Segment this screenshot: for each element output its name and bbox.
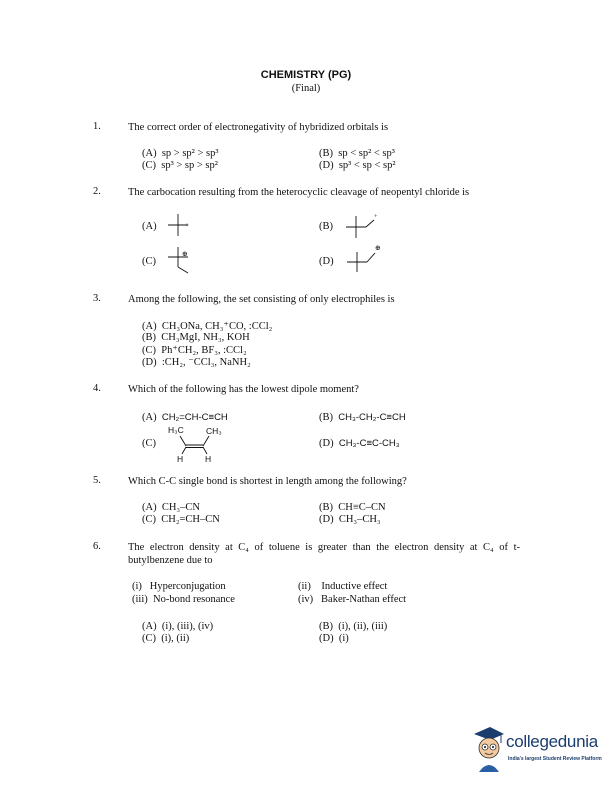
q2-option-c-key: (C) (142, 256, 156, 267)
q4-option-d-key: (D) (319, 438, 334, 449)
q6-statement-ii-key: (ii) (298, 581, 311, 592)
q6-statement-i-text: Hyperconjugation (149, 581, 226, 592)
q5-option-a-text: CH₃–CN (161, 502, 200, 513)
q2-option-d-key: (D) (319, 256, 334, 267)
q2-structure-c (168, 245, 202, 275)
q1-option-b-text: sp < sp² < sp³ (338, 148, 395, 159)
q4-option-b-key: (B) (319, 412, 333, 423)
q6-option-d-text: (i) (338, 633, 349, 644)
q6-option-c (142, 633, 189, 644)
q6-option-a-text: (i), (iii), (iv) (161, 621, 214, 632)
q6-option-b (319, 621, 387, 632)
q4-option-d (319, 438, 400, 449)
q5-option-a (142, 502, 200, 513)
q4-structure-c (166, 424, 246, 464)
q1-option-a-text: sp > sp² > sp³ (161, 148, 219, 159)
q6-option-a (142, 621, 213, 632)
q5-option-d (319, 514, 381, 525)
q6-statement-ii (298, 581, 387, 592)
q6-option-d-key: (D) (319, 633, 334, 644)
q1-option-a-key: (A) (142, 148, 157, 159)
q6-option-d (319, 633, 349, 644)
q5-option-b-key: (B) (319, 502, 333, 513)
q1-option-d-key: (D) (319, 160, 334, 171)
q5-option-c (142, 514, 220, 525)
question-6-number: 6. (93, 541, 101, 552)
q2-structure-a (168, 214, 198, 238)
question-5-text: Which C-C single bond is shortest in length among the following? (128, 476, 407, 487)
collegedunia-logo[interactable] (470, 724, 608, 782)
q3-option-d-key: (D) (142, 357, 157, 368)
question-2-text: The carbocation resulting from the heterocyclic cleavage of neopentyl chloride is (128, 187, 470, 198)
q4-option-b-text: CH₃-CH₂-C≡CH (338, 412, 406, 423)
q6-option-b-key: (B) (319, 621, 333, 632)
q4-option-a-key: (A) (142, 412, 157, 423)
q2-option-b-key: (B) (319, 221, 333, 232)
q3-option-b-key: (B) (142, 332, 156, 343)
page-title: CHEMISTRY (PG) (260, 69, 352, 81)
question-5-number: 5. (93, 475, 101, 486)
q3-option-c-key: (C) (142, 345, 156, 356)
q1-option-c-text: sp³ > sp > sp² (161, 160, 218, 171)
q6-option-a-key: (A) (142, 621, 157, 632)
q6-statement-iii (132, 594, 235, 605)
q2-structure-a-charge: + (185, 221, 189, 229)
q3-option-d (142, 356, 251, 368)
q6-option-c-text: (i), (ii) (161, 633, 190, 644)
graduate-mascot-icon (470, 724, 506, 774)
q5-option-c-text: CH₂=CH–CN (161, 514, 220, 525)
q2-structure-d-charge: ⊕ (375, 244, 381, 252)
q1-option-b (319, 148, 395, 159)
q4-c-label-h-right: H (205, 454, 212, 464)
q5-option-d-text: CH₃–CH₃ (338, 514, 381, 525)
q2-structure-b-charge: + (374, 214, 378, 220)
q2-structure-b (344, 212, 384, 240)
q6-statement-iii-key: (iii) (132, 594, 148, 605)
question-6-text: The electron density at C₄ of toluene is greater than the electron density at C₄ of t-butylbenzene due to (128, 542, 520, 566)
question-3-text: Among the following, the set consisting of only electrophiles is (128, 294, 395, 305)
q3-option-d-text: :CH₂, ⁻CCl₃, NaNH₂ (161, 357, 251, 368)
q3-option-b (142, 332, 250, 343)
q1-option-c-key: (C) (142, 160, 156, 171)
q1-option-b-key: (B) (319, 148, 333, 159)
q6-statement-iv (298, 594, 406, 605)
q2-structure-d (345, 242, 387, 274)
q1-option-c (142, 160, 218, 171)
q5-option-b-text: CH≡C–CN (338, 502, 386, 513)
q3-option-a-key: (A) (142, 321, 157, 332)
q5-option-c-key: (C) (142, 514, 156, 525)
logo-tagline: India's largest Student Review Platform (508, 756, 602, 762)
question-3-number: 3. (93, 293, 101, 304)
question-1-text: The correct order of electronegativity of hybridized orbitals is (128, 122, 389, 133)
q3-option-c-text: Ph⁺CH₂, BF₃, :CCl₂ (161, 345, 247, 356)
q6-statement-iv-text: Baker-Nathan effect (321, 594, 407, 605)
q5-option-b (319, 502, 386, 513)
question-2-number: 2. (93, 186, 101, 197)
q6-option-b-text: (i), (ii), (iii) (338, 621, 388, 632)
q4-c-label-ch3: CH₃ (206, 426, 222, 436)
q6-statement-i-key: (i) (132, 581, 142, 592)
q6-statement-iv-key: (iv) (298, 594, 314, 605)
q3-option-c (142, 344, 247, 356)
q3-option-a-text: CH₃ONa, CH₃⁺CO, :CCl₂ (161, 321, 273, 332)
q6-option-c-key: (C) (142, 633, 156, 644)
q5-option-d-key: (D) (319, 514, 334, 525)
question-4-number: 4. (93, 383, 101, 394)
q6-statement-i (132, 581, 226, 592)
q4-c-label-h3c: H₃C (168, 425, 184, 435)
q4-option-a (142, 412, 228, 423)
q2-option-a-key: (A) (142, 221, 157, 232)
q1-option-d (319, 160, 395, 171)
q6-statement-ii-text: Inductive effect (321, 581, 388, 592)
logo-wordmark: collegedunia (506, 732, 598, 751)
q4-option-c-key: (C) (142, 438, 156, 449)
q1-option-d-text: sp³ < sp < sp² (338, 160, 396, 171)
page-subtitle: (Final) (291, 83, 321, 94)
q5-option-a-key: (A) (142, 502, 157, 513)
q4-option-b (319, 412, 406, 423)
q6-statement-iii-text: No-bond resonance (153, 594, 235, 605)
q4-option-a-text: CH₂=CH-C≡CH (161, 412, 228, 423)
q3-option-b-text: CH₃MgI, NH₃, KOH (161, 332, 250, 343)
q4-option-d-text: CH₃-C≡C-CH₃ (338, 438, 400, 449)
q4-c-label-h-left: H (177, 454, 184, 464)
question-4-text: Which of the following has the lowest dipole moment? (128, 384, 359, 395)
question-1-number: 1. (93, 121, 101, 132)
q1-option-a (142, 148, 218, 159)
q3-option-a (142, 320, 272, 332)
q2-structure-c-charge: ⊕ (182, 250, 188, 258)
